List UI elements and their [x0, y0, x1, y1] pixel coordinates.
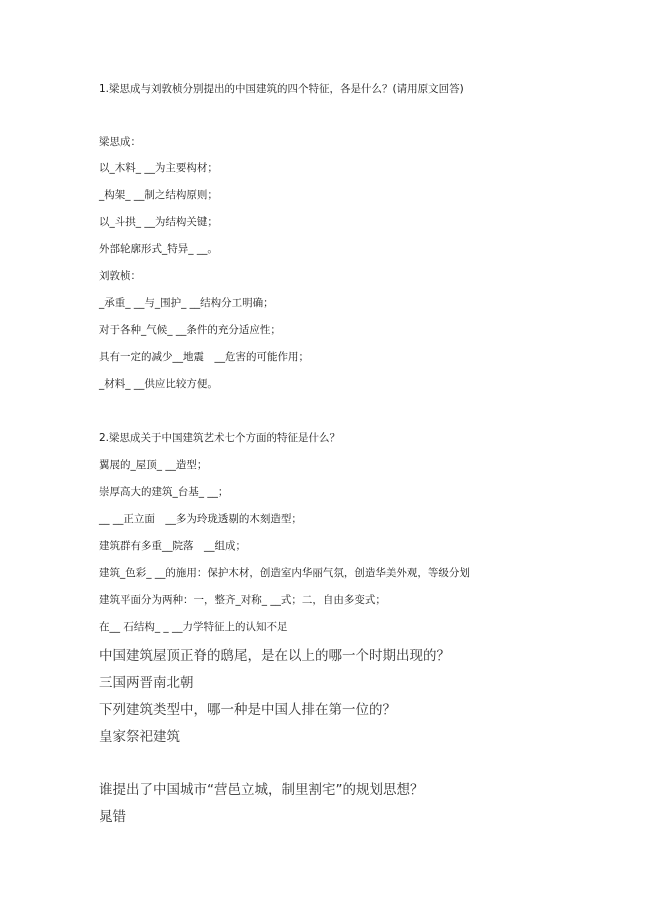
liang-sicheng-label: 梁思成：: [99, 136, 141, 148]
liu-item-4: _材料_ __供应比较方便。: [99, 378, 218, 390]
feature-item-4: 建筑群有多重__院落 __组成；: [99, 540, 246, 552]
qa-answer-3: 晁错: [99, 809, 126, 825]
qa-question-2: 下列建筑类型中，哪一种是中国人排在第一位的？: [99, 702, 396, 718]
liang-item-3: 以_斗拱_ __为结构关键；: [99, 216, 218, 228]
feature-item-6: 建筑平面分为两种：一，整齐_对称_ __式；二，自由多变式；: [99, 594, 386, 606]
question-1: 1.梁思成与刘敦桢分别提出的中国建筑的四个特征，各是什么？(请用原文回答): [99, 83, 464, 95]
liang-item-4: 外部轮廓形式_特异_ __。: [99, 243, 218, 255]
qa-answer-1: 三国两晋南北朝: [99, 675, 194, 691]
feature-item-5: 建筑_色彩_ __的施用：保护木材，创造室内华丽气氛，创造华美外观，等级分划: [99, 567, 470, 579]
liu-item-1: _承重_ __与_围护_ __结构分工明确；: [99, 297, 274, 309]
liang-item-1: 以_木料_ __为主要构材；: [99, 162, 218, 174]
qa-answer-2: 皇家祭祀建筑: [99, 729, 180, 745]
liang-item-2: _构架_ __制之结构原则；: [99, 189, 218, 201]
feature-item-7: 在__ 石结构_ _ __力学特征上的认知不足: [99, 621, 288, 633]
qa-question-1: 中国建筑屋顶正脊的鸱尾，是在以上的哪一个时期出现的？: [99, 648, 450, 664]
feature-item-2: 崇厚高大的建筑_台基_ __；: [99, 486, 229, 498]
question-2: 2.梁思成关于中国建筑艺术七个方面的特征是什么？: [99, 432, 341, 444]
liu-dunzhen-label: 刘敦桢：: [99, 270, 141, 282]
qa-question-3: 谁提出了中国城市“营邑立城，制里割宅”的规划思想？: [99, 782, 424, 798]
liu-item-2: 对于各种_气候_ __条件的充分适应性；: [99, 324, 281, 336]
liu-item-3: 具有一定的减少__地震 __危害的可能作用；: [99, 351, 309, 363]
feature-item-1: 翼展的_屋顶_ __造型；: [99, 459, 208, 471]
feature-item-3: __ __正立面 __多为玲珑透剔的木刻造型；: [99, 513, 302, 525]
